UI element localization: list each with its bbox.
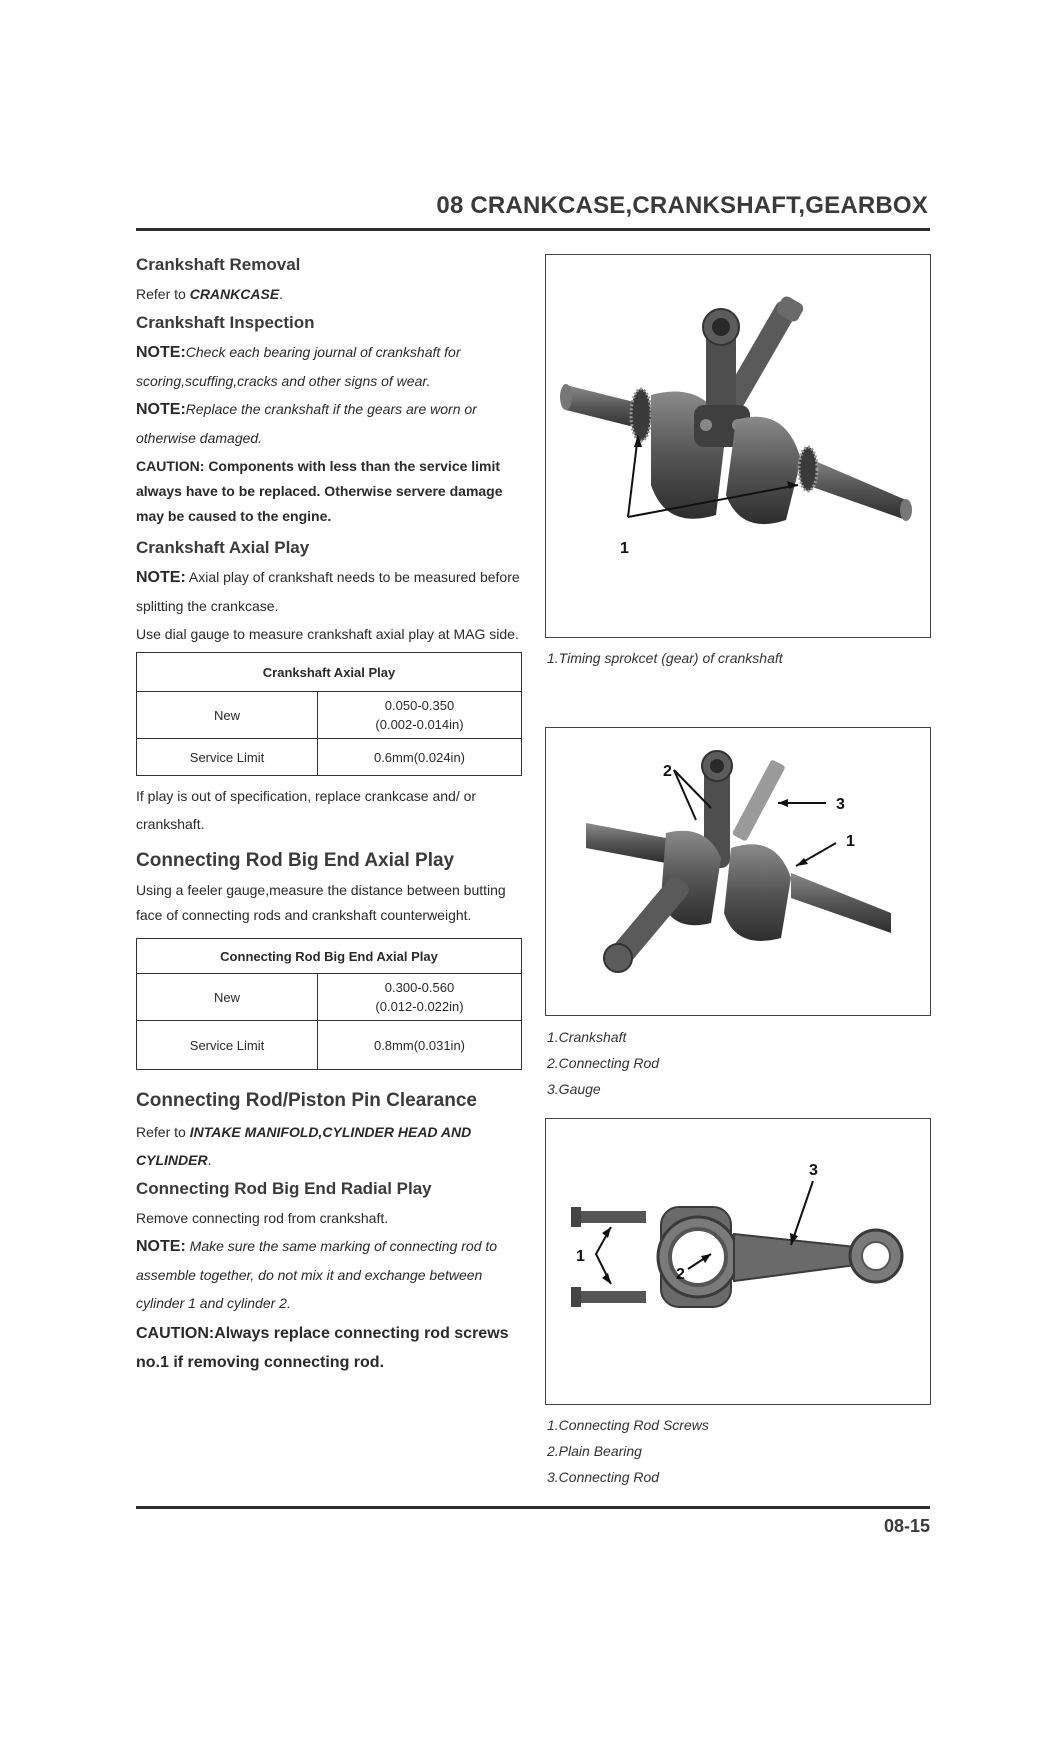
figure-3-caption: [547, 1412, 927, 1490]
fig3-caption-line-2: 2.Plain Bearing: [547, 1443, 642, 1459]
crankshaft-illustration: [546, 255, 930, 637]
note-4: [136, 1232, 526, 1317]
note-4-text: Make sure the same marking of connecting rod to assemble together, do not mix it and exchange between cylinder 1 and cylinder 2.: [136, 1238, 498, 1311]
fig2-callout-2: 2: [663, 763, 672, 780]
caution-1: CAUTION: Components with less than the service limit always have to be replaced. Otherwise servere damage may be caused to the engine.: [136, 458, 503, 524]
bigend-table: [136, 938, 522, 1070]
bigend-new-value: [318, 974, 522, 1021]
bigend-new-in: (0.012-0.022in): [375, 999, 464, 1014]
axial-play-table: [136, 652, 522, 776]
axial-new-in: (0.002-0.014in): [375, 717, 464, 732]
fig3-caption-line-3: 3.Connecting Rod: [547, 1469, 660, 1485]
fig3-caption-line-1: 1.Connecting Rod Screws: [547, 1417, 709, 1433]
fig2-caption-line-3: 3.Gauge: [547, 1081, 601, 1097]
note-1-label: NOTE:: [136, 344, 186, 361]
fig1-callout-1: 1: [620, 540, 629, 557]
figure-crankshaft-gauge: [545, 727, 931, 1016]
radial-text: Remove connecting rod from crankshaft.: [136, 1210, 389, 1226]
pin-prefix: Refer to: [136, 1124, 190, 1140]
note-2: [136, 395, 526, 452]
header-rule: [136, 228, 930, 231]
connecting-rod-illustration: [546, 1119, 930, 1404]
footer-rule: [136, 1506, 930, 1509]
crankshaft-axial-play-heading: Crankshaft Axial Play: [136, 538, 310, 557]
note-4-label: NOTE:: [136, 1238, 186, 1255]
page-header-title: 08 CRANKCASE,CRANKSHAFT,GEARBOX: [436, 192, 928, 219]
figure-crankshaft-timing-sprocket: [545, 254, 931, 638]
removal-text: [136, 280, 526, 308]
fig1-caption-line: 1.Timing sprokcet (gear) of crankshaft: [547, 650, 783, 666]
pin-text: [136, 1118, 526, 1174]
fig2-callout-3: 3: [836, 796, 845, 813]
pin-clearance-heading: Connecting Rod/Piston Pin Clearance: [136, 1090, 477, 1111]
fig2-caption-line-1: 1.Crankshaft: [547, 1029, 627, 1045]
figure-2-caption: [547, 1024, 927, 1102]
note-2-text: Replace the crankshaft if the gears are worn or otherwise damaged.: [136, 401, 477, 446]
axial-new-label: New: [137, 692, 318, 739]
note-1-text: Check each bearing journal of crankshaft for scoring,scuffing,cracks and other signs of wear.: [136, 344, 461, 389]
crankshaft-inspection-heading: Crankshaft Inspection: [136, 313, 315, 332]
note-1: [136, 338, 526, 395]
bigend-table-title: Connecting Rod Big End Axial Play: [137, 939, 522, 974]
figure-1-caption: [547, 645, 927, 671]
fig3-callout-1: 1: [576, 1248, 585, 1265]
crankshaft-gauge-illustration: [546, 728, 930, 1015]
fig3-callout-2: 2: [676, 1266, 685, 1283]
axial-after-text: If play is out of specification, replace crankcase and/ or crankshaft.: [136, 788, 477, 832]
bigend-axial-heading: Connecting Rod Big End Axial Play: [136, 850, 455, 871]
note-2-label: NOTE:: [136, 401, 186, 418]
caution-2: CAUTION:Always replace connecting rod screws no.1 if removing connecting rod.: [136, 1325, 509, 1371]
bigend-new-mm: 0.300-0.560: [384, 980, 455, 995]
left-column: [136, 250, 526, 1379]
axial-limit-value: 0.6mm(0.024in): [318, 739, 522, 776]
removal-ref-link: CRANKCASE: [189, 286, 280, 302]
fig2-callout-1: 1: [846, 833, 855, 850]
removal-suffix: .: [279, 286, 284, 302]
fig3-callout-3: 3: [809, 1162, 818, 1179]
bigend-limit-value: 0.8mm(0.031in): [318, 1021, 522, 1070]
bigend-radial-heading: Connecting Rod Big End Radial Play: [136, 1179, 432, 1198]
axial-new-mm: 0.050-0.350: [384, 698, 455, 713]
removal-prefix: Refer to: [136, 286, 190, 302]
axial-new-value: [318, 692, 522, 739]
bigend-new-label: New: [137, 974, 318, 1021]
note-3-text: Axial play of crankshaft needs to be measured before splitting the crankcase.: [136, 569, 520, 614]
crankshaft-removal-heading: Crankshaft Removal: [136, 255, 301, 274]
note-3-label: NOTE:: [136, 569, 186, 586]
axial-text: Use dial gauge to measure crankshaft axial play at MAG side.: [136, 626, 519, 642]
axial-table-title: Crankshaft Axial Play: [137, 653, 522, 692]
fig2-caption-line-2: 2.Connecting Rod: [547, 1055, 660, 1071]
pin-suffix: .: [207, 1152, 212, 1168]
axial-limit-label: Service Limit: [137, 739, 318, 776]
bigend-limit-label: Service Limit: [137, 1021, 318, 1070]
bigend-text: Using a feeler gauge,measure the distance between butting face of connecting rods and crankshaft counterweight.: [136, 882, 506, 923]
figure-connecting-rod-parts: [545, 1118, 931, 1405]
page-number: 08-15: [883, 1516, 930, 1536]
note-3: [136, 563, 526, 620]
pin-ref-link: INTAKE MANIFOLD,CYLINDER HEAD AND CYLINDER: [136, 1124, 472, 1168]
